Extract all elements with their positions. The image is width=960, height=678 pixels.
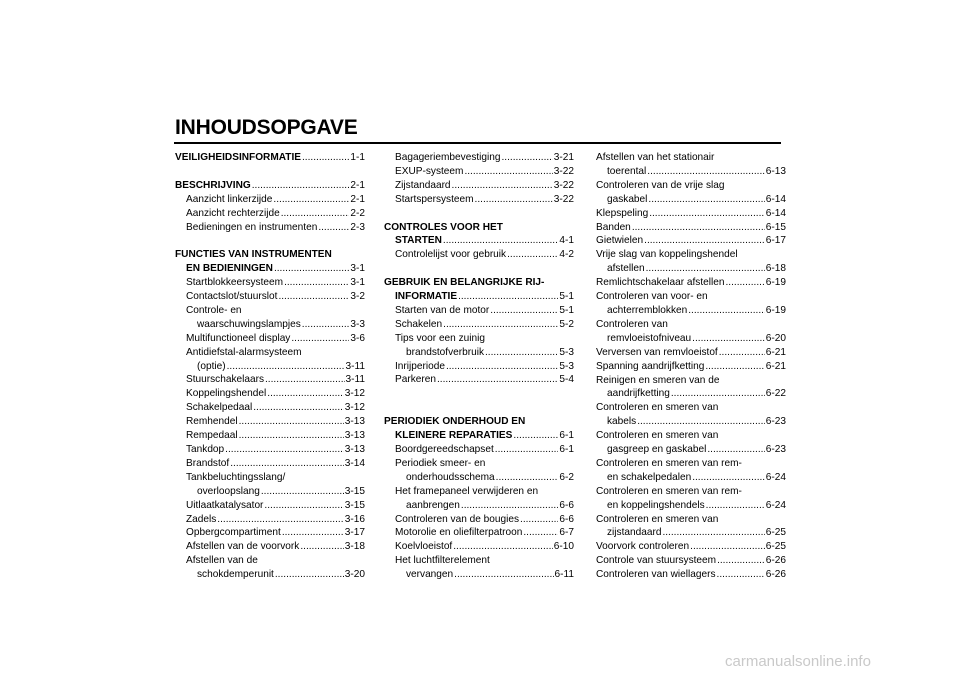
toc-entry[interactable] [175, 221, 365, 235]
toc-page-number: 6-24 [765, 499, 786, 511]
toc-entry[interactable] [175, 373, 365, 387]
dot-leader [647, 165, 765, 179]
toc-page-number: 3-17 [344, 527, 365, 539]
toc-page-number: 6-2 [559, 471, 574, 483]
dot-leader [464, 165, 552, 179]
toc-entry-title: Controleren en smeren van [596, 402, 719, 414]
toc-entry[interactable] [175, 457, 365, 471]
toc-entry-title: GEBRUIK EN BELANGRIJKE RIJ- [384, 277, 545, 289]
toc-entry[interactable] [384, 179, 574, 193]
dot-leader [225, 443, 344, 457]
toc-entry-title: Brandstof [186, 457, 230, 469]
toc-page-number: 6-26 [765, 569, 786, 581]
toc-entry[interactable] [596, 248, 786, 276]
toc-entry[interactable] [596, 179, 786, 207]
toc-entry[interactable] [175, 415, 365, 429]
toc-section-entry[interactable] [175, 179, 365, 193]
toc-entry[interactable] [175, 429, 365, 443]
toc-page-number: 6-14 [765, 193, 786, 205]
toc-entry-title: Controleren en smeren van [596, 430, 719, 442]
toc-page-number: 3-13 [344, 430, 365, 442]
toc-entry[interactable] [596, 429, 786, 457]
toc-entry[interactable] [175, 443, 365, 457]
toc-column-1 [175, 151, 365, 582]
dot-leader [662, 526, 764, 540]
dot-leader [261, 485, 344, 499]
toc-page-number: 6-25 [765, 541, 786, 553]
toc-entry[interactable] [384, 457, 574, 485]
dot-leader [300, 540, 343, 554]
toc-entry[interactable] [596, 151, 786, 179]
toc-entry-title: toerental [607, 165, 647, 177]
toc-page-number: 2-1 [350, 179, 365, 191]
toc-section-entry[interactable] [384, 221, 574, 249]
dot-leader [443, 234, 558, 248]
toc-entry[interactable] [384, 304, 574, 318]
toc-entry-title: onderhoudsschema [406, 471, 495, 483]
toc-page-number: 3-13 [344, 444, 365, 455]
dot-leader [671, 387, 765, 401]
toc-page-number: 6-22 [765, 388, 786, 400]
title-rule [174, 142, 781, 144]
toc-entry-title: schokdemperunit [197, 569, 274, 581]
toc-entry-title: Inrijperiode [395, 360, 445, 372]
toc-page-number: 2-3 [350, 221, 365, 233]
dot-leader [688, 304, 765, 318]
dot-leader [485, 346, 558, 360]
toc-page-number: 3-22 [553, 179, 574, 191]
toc-entry-title: Controleren en smeren van rem- [596, 485, 742, 497]
toc-entry-title: Contactslot/stuurslot [186, 291, 278, 303]
toc-entry-title: zijstandaard [607, 527, 662, 539]
toc-entry-title: Afstellen van het stationair [596, 152, 715, 163]
toc-page-number: 3-12 [344, 402, 365, 414]
toc-entry-title: Vrije slag van koppelingshendel [596, 249, 738, 261]
toc-page-number: 6-15 [765, 221, 786, 233]
dot-leader [637, 415, 765, 429]
toc-entry-title: vervangen [406, 569, 454, 581]
toc-entry-title: Starten van de motor [395, 304, 490, 316]
dot-leader [302, 151, 349, 165]
dot-leader [717, 568, 765, 582]
toc-entry[interactable] [175, 290, 365, 304]
toc-page-number: 6-20 [765, 332, 786, 344]
toc-entry-title: kabels [607, 416, 637, 428]
toc-entry-title: Boordgereedschapset [395, 443, 494, 455]
dot-leader [507, 248, 558, 262]
toc-section-entry[interactable] [384, 276, 574, 304]
dot-leader [632, 221, 765, 235]
dot-leader [719, 346, 765, 360]
toc-page-number: 1-1 [350, 152, 365, 163]
dot-leader [278, 290, 349, 304]
dot-leader [284, 276, 349, 290]
toc-page-number: 3-16 [344, 513, 365, 525]
toc-entry-title: Banden [596, 221, 631, 233]
toc-entry-title: Controleren en smeren van rem- [596, 457, 742, 469]
toc-entry-title: Koelvloeistof [395, 541, 453, 553]
toc-page-number: 6-6 [559, 513, 574, 525]
toc-entry[interactable] [596, 374, 786, 402]
dot-leader [707, 443, 764, 457]
toc-entry-title: (optie) [197, 360, 226, 372]
toc-entry-title: EN BEDIENINGEN [186, 263, 273, 275]
dot-leader [273, 193, 349, 207]
toc-entry[interactable] [175, 513, 365, 527]
toc-section-entry[interactable] [175, 248, 365, 276]
dot-leader [458, 290, 558, 304]
toc-entry[interactable] [175, 193, 365, 207]
toc-page-number: 3-22 [553, 193, 574, 205]
toc-entry[interactable] [384, 443, 574, 457]
toc-entry-title: Zadels [186, 513, 217, 525]
toc-section-entry[interactable] [175, 151, 365, 165]
toc-entry-title: Aanzicht linkerzijde [186, 193, 273, 205]
dot-leader [253, 401, 344, 415]
toc-entry-title: Remhendel [186, 416, 238, 428]
dot-leader [706, 499, 765, 513]
dot-leader [454, 568, 553, 582]
toc-entry[interactable] [596, 540, 786, 554]
toc-entry-title: Klepspeling [596, 207, 649, 219]
toc-page-number: 3-11 [345, 374, 365, 386]
toc-entry-title: gasgreep en gaskabel [607, 444, 707, 456]
toc-entry-title: brandstofverbruik [406, 346, 484, 358]
section-spacer [384, 262, 574, 276]
toc-page-number: 6-25 [765, 527, 786, 539]
toc-page-number: 5-4 [559, 374, 574, 386]
toc-page-number: 3-1 [350, 263, 365, 275]
toc-entry-title: PERIODIEK ONDERHOUD EN [384, 416, 526, 428]
page-title: INHOUDSOPGAVE [175, 116, 358, 139]
dot-leader [437, 373, 558, 387]
toc-entry-title: Controle- en [186, 304, 242, 316]
toc-page-number: 6-23 [765, 444, 786, 456]
toc-page-number: 6-13 [765, 165, 786, 177]
toc-page-number: 3-15 [344, 485, 365, 497]
toc-entry[interactable] [384, 526, 574, 540]
toc-entry-title: Opbergcompartiment [186, 527, 281, 539]
toc-entry[interactable] [175, 276, 365, 290]
dot-leader [725, 276, 764, 290]
toc-page-number: 6-6 [559, 499, 574, 511]
toc-page-number: 6-1 [559, 430, 574, 442]
dot-leader [646, 262, 765, 276]
toc-entry[interactable] [596, 276, 786, 290]
toc-entry[interactable] [175, 304, 365, 332]
watermark-text: carmanualsonline.info [725, 653, 871, 670]
dot-leader [291, 332, 349, 346]
toc-entry-title: Tankdop [186, 444, 225, 455]
section-spacer [175, 165, 365, 179]
toc-section-entry[interactable] [384, 415, 574, 443]
toc-entry-title: Tips voor een zuinig [395, 332, 485, 344]
toc-entry-title: Controleren van wiellagers [596, 569, 716, 581]
toc-page-number: 6-7 [559, 527, 574, 539]
dot-leader [239, 415, 344, 429]
toc-entry-title: Controle van stuursysteem [596, 555, 717, 567]
toc-entry-title: Uitlaatkatalysator [186, 499, 264, 511]
toc-page-number: 5-3 [559, 346, 574, 358]
toc-entry[interactable] [596, 457, 786, 485]
toc-page-number: 3-1 [350, 277, 365, 289]
toc-entry-title: Remlichtschakelaar afstellen [596, 277, 725, 289]
toc-entry-title: VEILIGHEIDSINFORMATIE [175, 152, 301, 163]
dot-leader [648, 193, 764, 207]
toc-page-number: 3-11 [345, 360, 365, 372]
toc-entry[interactable] [384, 165, 574, 179]
toc-entry-title: Controlelijst voor gebruik [395, 249, 507, 261]
toc-entry[interactable] [175, 387, 365, 401]
dot-leader [217, 513, 344, 527]
toc-page-number: 6-19 [765, 304, 786, 316]
toc-entry[interactable] [175, 499, 365, 513]
dot-leader [513, 429, 558, 443]
dot-leader [690, 540, 765, 554]
toc-page-number: 6-21 [765, 346, 786, 358]
toc-entry[interactable] [596, 221, 786, 235]
toc-page-number: 3-18 [344, 541, 365, 553]
toc-entry-title: gaskabel [607, 193, 648, 205]
toc-entry-title: STARTEN [395, 235, 442, 247]
toc-entry-title: Multifunctioneel display [186, 332, 291, 344]
dot-leader [318, 221, 349, 235]
toc-entry-title: Periodiek smeer- en [395, 457, 486, 469]
toc-entry-title: Spanning aandrijfketting [596, 360, 705, 372]
toc-entry-title: Antidiefstal-alarmsysteem [186, 346, 302, 358]
toc-entry[interactable] [384, 513, 574, 527]
toc-entry-title: CONTROLES VOOR HET [384, 221, 503, 233]
toc-entry[interactable] [175, 540, 365, 554]
toc-entry-title: Zijstandaard [395, 179, 451, 191]
toc-entry-title: Stuurschakelaars [186, 374, 264, 386]
section-spacer [384, 207, 574, 221]
toc-entry[interactable] [384, 332, 574, 360]
toc-entry[interactable] [384, 373, 574, 387]
toc-entry-title: Controleren en smeren van [596, 513, 719, 525]
dot-leader [495, 443, 559, 457]
toc-entry[interactable] [384, 485, 574, 513]
toc-entry-title: Controleren van [596, 318, 668, 330]
dot-leader [692, 471, 765, 485]
dot-leader [264, 499, 343, 513]
toc-entry-title: en schakelpedalen [607, 471, 692, 483]
toc-page-number: 3-14 [344, 457, 365, 469]
dot-leader [230, 457, 344, 471]
toc-entry-title: Controleren van de bougies [395, 513, 520, 525]
toc-entry-title: Rempedaal [186, 430, 238, 442]
toc-page-number: 6-1 [559, 443, 574, 455]
toc-entry-title: Het framepaneel verwijderen en [395, 485, 539, 497]
toc-column-3 [596, 151, 786, 582]
toc-page-number: 3-13 [344, 416, 365, 428]
dot-leader [252, 179, 350, 193]
toc-entry-title: INFORMATIE [395, 291, 458, 303]
toc-entry-title: aandrijfketting [607, 388, 670, 400]
toc-entry-title: achterremblokken [607, 304, 688, 316]
dot-leader [502, 151, 553, 165]
toc-page-number: 6-10 [553, 541, 574, 553]
toc-entry-title: Controleren van voor- en [596, 291, 708, 303]
toc-entry-title: Bedieningen en instrumenten [186, 221, 318, 233]
dot-leader [227, 360, 345, 374]
toc-page-number: 6-19 [765, 277, 786, 289]
dot-leader [453, 540, 553, 554]
toc-entry[interactable] [175, 471, 365, 499]
toc-entry-title: BESCHRIJVING [175, 179, 251, 191]
toc-entry[interactable] [596, 554, 786, 568]
toc-entry-title: Afstellen van de voorvork [186, 541, 300, 553]
toc-page-number: 6-23 [765, 416, 786, 428]
toc-page-number: 3-12 [344, 388, 365, 400]
dot-leader [461, 499, 559, 513]
toc-entry-title: Gietwielen [596, 235, 644, 247]
toc-page-number: 3-2 [350, 291, 365, 303]
toc-page-number: 4-2 [559, 249, 574, 261]
toc-entry[interactable] [384, 318, 574, 332]
toc-entry[interactable] [596, 360, 786, 374]
dot-leader [520, 513, 558, 527]
section-spacer [384, 401, 574, 415]
toc-entry[interactable] [596, 485, 786, 513]
toc-entry[interactable] [175, 526, 365, 540]
toc-entry-title: Bagageriembevestiging [395, 152, 501, 163]
toc-entry[interactable] [596, 290, 786, 318]
dot-leader [644, 234, 765, 248]
toc-page-number: 6-11 [554, 569, 574, 581]
toc-entry[interactable] [596, 346, 786, 360]
toc-page-number: 6-14 [765, 207, 786, 219]
toc-entry[interactable] [175, 401, 365, 415]
dot-leader [267, 387, 344, 401]
toc-page-number: 3-3 [350, 318, 365, 330]
toc-entry[interactable] [596, 513, 786, 541]
toc-entry-title: afstellen [607, 263, 645, 275]
toc-entry-title: overloopslang [197, 485, 260, 497]
toc-column-2 [384, 151, 574, 582]
toc-entry[interactable] [384, 193, 574, 207]
toc-entry[interactable] [384, 554, 574, 582]
toc-entry-title: Reinigen en smeren van de [596, 374, 720, 386]
dot-leader [275, 568, 344, 582]
toc-entry-title: Startblokkeersysteem [186, 277, 284, 289]
toc-entry-title: Startspersysteem [395, 193, 474, 205]
toc-page-number: 2-1 [350, 193, 365, 205]
dot-leader [281, 207, 350, 221]
toc-page-number: 3-6 [350, 332, 365, 344]
toc-page-number: 6-21 [765, 360, 786, 372]
toc-page-number: 5-1 [559, 304, 574, 316]
dot-leader [265, 373, 345, 387]
dot-leader [452, 179, 553, 193]
toc-entry-title: Afstellen van de [186, 555, 258, 567]
toc-page-number: 2-2 [350, 207, 365, 219]
toc-page-number: 5-1 [559, 291, 574, 303]
toc-entry[interactable] [175, 332, 365, 346]
toc-entry-title: Parkeren [395, 374, 436, 386]
dot-leader [302, 318, 350, 332]
toc-entry-title: Aanzicht rechterzijde [186, 207, 280, 219]
toc-entry[interactable] [175, 207, 365, 221]
toc-entry-title: Koppelingshendel [186, 388, 267, 400]
toc-entry-title: Controleren van de vrije slag [596, 179, 725, 191]
toc-entry-title: Voorvork controleren [596, 541, 690, 553]
dot-leader [649, 207, 765, 221]
section-spacer [384, 387, 574, 401]
dot-leader [475, 193, 553, 207]
dot-leader [705, 360, 764, 374]
toc-page-number: 3-15 [344, 499, 365, 511]
toc-entry[interactable] [175, 554, 365, 582]
dot-leader [446, 360, 558, 374]
toc-entry-title: Motorolie en oliefilterpatroon [395, 527, 523, 539]
toc-entry[interactable] [384, 248, 574, 262]
dot-leader [496, 471, 559, 485]
toc-page-number: 6-18 [765, 263, 786, 275]
toc-entry-title: Schakelpedaal [186, 402, 253, 414]
toc-entry[interactable] [596, 401, 786, 429]
dot-leader [717, 554, 765, 568]
toc-entry-title: KLEINERE REPARATIES [395, 430, 513, 442]
dot-leader [490, 304, 558, 318]
toc-entry-title: Tankbeluchtingsslang/ [186, 471, 286, 483]
toc-entry-title: Het luchtfilterelement [395, 555, 490, 567]
toc-entry-title: Verversen van remvloeistof [596, 346, 718, 358]
toc-entry-title: EXUP-systeem [395, 165, 464, 177]
toc-entry[interactable] [596, 207, 786, 221]
toc-entry[interactable] [384, 151, 574, 165]
dot-leader [692, 332, 765, 346]
toc-entry[interactable] [596, 568, 786, 582]
dot-leader [239, 429, 344, 443]
dot-leader [523, 526, 558, 540]
toc-entry[interactable] [384, 360, 574, 374]
toc-entry[interactable] [384, 540, 574, 554]
toc-entry-title: en koppelingshendels [607, 499, 705, 511]
toc-entry-title: remvloeistofniveau [607, 332, 692, 344]
toc-entry[interactable] [175, 346, 365, 374]
toc-page-number: 6-26 [765, 555, 786, 567]
toc-page-number: 3-22 [553, 165, 574, 177]
toc-page-number: 4-1 [559, 235, 574, 247]
toc-entry-title: aanbrengen [406, 499, 460, 511]
toc-entry-title: FUNCTIES VAN INSTRUMENTEN [175, 249, 332, 261]
section-spacer [175, 234, 365, 248]
dot-leader [282, 526, 344, 540]
toc-entry-title: waarschuwingslampjes [197, 318, 301, 330]
toc-page-number: 3-21 [553, 152, 574, 163]
toc-page-number: 6-24 [765, 471, 786, 483]
dot-leader [443, 318, 558, 332]
toc-entry[interactable] [596, 318, 786, 346]
toc-entry-title: Schakelen [395, 318, 443, 330]
toc-page-number: 3-20 [344, 569, 365, 581]
toc-entry[interactable] [596, 234, 786, 248]
dot-leader [274, 262, 349, 276]
toc-page-number: 5-2 [559, 318, 574, 330]
toc-page-number: 6-17 [765, 235, 786, 247]
toc-page-number: 5-3 [559, 360, 574, 372]
